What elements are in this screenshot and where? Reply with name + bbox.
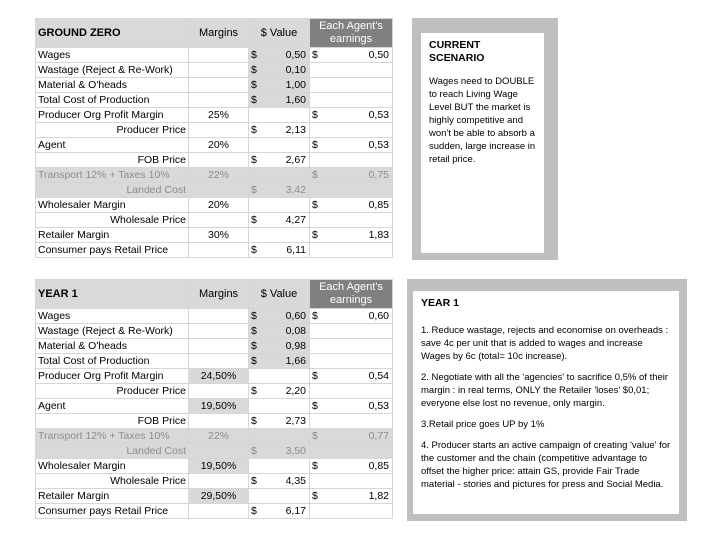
- table-row: [36, 93, 393, 108]
- year-1-table: [35, 279, 393, 519]
- table-row: [36, 168, 393, 183]
- value-cell: [249, 429, 310, 444]
- earnings-cell: [310, 183, 393, 198]
- currency-symbol: $: [251, 445, 257, 457]
- money-value: [251, 339, 307, 353]
- money-value: [312, 429, 390, 443]
- currency-symbol: $: [251, 49, 257, 61]
- money-value: [312, 198, 390, 212]
- value-cell: [249, 138, 310, 153]
- earnings-cell: [310, 369, 393, 384]
- amount: 0,50: [368, 49, 389, 61]
- value-cell: [249, 444, 310, 459]
- ground-zero-body: [36, 19, 393, 258]
- table-title: GROUND ZERO: [36, 19, 189, 48]
- currency-symbol: $: [312, 490, 318, 502]
- amount: 2,13: [285, 124, 306, 136]
- earnings-cell: [310, 63, 393, 78]
- value-cell: [249, 123, 310, 138]
- currency-symbol: $: [312, 460, 318, 472]
- money-value: [312, 309, 390, 323]
- margin-cell: [189, 309, 249, 324]
- amount: 2,67: [285, 154, 306, 166]
- currency-symbol: $: [251, 184, 257, 196]
- value-cell: [249, 384, 310, 399]
- row-label: Material & O'heads: [36, 339, 189, 354]
- money-value: [251, 474, 307, 488]
- value-cell: [249, 198, 310, 213]
- earnings-cell: [310, 138, 393, 153]
- amount: 1,60: [285, 94, 306, 106]
- money-value: [251, 153, 307, 167]
- table-row: [36, 153, 393, 168]
- row-label: Wages: [36, 309, 189, 324]
- table-row: [36, 429, 393, 444]
- table-row: [36, 213, 393, 228]
- earnings-header: Each Agent's earnings: [310, 280, 393, 309]
- earnings-cell: [310, 429, 393, 444]
- amount: 0,75: [368, 169, 389, 181]
- earnings-cell: [310, 474, 393, 489]
- earnings-cell: [310, 384, 393, 399]
- money-value: [251, 354, 307, 368]
- money-value: [312, 108, 390, 122]
- earnings-cell: [310, 48, 393, 63]
- currency-symbol: $: [312, 169, 318, 181]
- earnings-cell: [310, 228, 393, 243]
- currency-symbol: $: [312, 109, 318, 121]
- currency-symbol: $: [251, 340, 257, 352]
- earnings-cell: [310, 198, 393, 213]
- value-cell: [249, 459, 310, 474]
- amount: 6,11: [286, 244, 306, 256]
- value-cell: [249, 339, 310, 354]
- margin-cell: [189, 444, 249, 459]
- table-row: [36, 369, 393, 384]
- amount: 0,60: [368, 310, 389, 322]
- row-label: Wages: [36, 48, 189, 63]
- margin-cell: [189, 93, 249, 108]
- margin-cell: 19,50%: [189, 399, 249, 414]
- row-label: Wholesaler Margin: [36, 198, 189, 213]
- amount: 0,60: [285, 310, 306, 322]
- row-label: Total Cost of Production: [36, 93, 189, 108]
- row-label: Producer Org Profit Margin: [36, 369, 189, 384]
- margin-cell: [189, 474, 249, 489]
- year-1-notes-title: YEAR 1: [421, 297, 459, 309]
- table-row: [36, 474, 393, 489]
- money-value: [251, 384, 307, 398]
- margin-cell: [189, 384, 249, 399]
- amount: 0,50: [285, 49, 306, 61]
- money-value: [312, 399, 390, 413]
- table-row: [36, 489, 393, 504]
- value-cell: [249, 108, 310, 123]
- ground-zero-header: [36, 19, 393, 48]
- table-row: [36, 63, 393, 78]
- earnings-cell: [310, 324, 393, 339]
- row-label: Landed Cost: [36, 183, 189, 198]
- amount: 6,17: [285, 505, 306, 517]
- money-value: [251, 504, 307, 518]
- row-label: Retailer Margin: [36, 489, 189, 504]
- row-label: Material & O'heads: [36, 78, 189, 93]
- value-header: $ Value: [249, 19, 310, 48]
- margin-cell: 19,50%: [189, 459, 249, 474]
- note-point-2: 2. Negotiate with all the 'agencies' to sacrifice 0,5% of their margin : in real terms, ONLY the Retailer 'loses' $0,01; everyone else lost no revenue, only margin.: [421, 372, 669, 409]
- amount: 1,66: [285, 355, 306, 367]
- money-value: [251, 183, 307, 197]
- margin-cell: [189, 183, 249, 198]
- margin-cell: [189, 339, 249, 354]
- value-cell: [249, 504, 310, 519]
- earnings-cell: [310, 459, 393, 474]
- value-cell: [249, 78, 310, 93]
- row-label: Wholesale Price: [36, 213, 189, 228]
- amount: 0,53: [368, 109, 389, 121]
- table-row: [36, 354, 393, 369]
- margin-cell: 20%: [189, 138, 249, 153]
- money-value: [312, 489, 390, 503]
- margin-cell: [189, 414, 249, 429]
- row-label: Transport 12% + Taxes 10%: [36, 168, 189, 183]
- money-value: [251, 63, 307, 77]
- year-1-header: [36, 280, 393, 309]
- note-point-1: 1. Reduce wastage, rejects and economise on overheads : save 4c per unit that is added to wages and increase Wages by 6c (total= 10c increase).: [421, 325, 669, 362]
- margin-cell: [189, 153, 249, 168]
- row-label: Retailer Margin: [36, 228, 189, 243]
- amount: 0,10: [285, 64, 306, 76]
- earnings-cell: [310, 489, 393, 504]
- note-point-4: 4. Producer starts an active campaign of creating 'value' for the customer and the chain (competitive advantage to offset the higher price: attain GS, provide Fair Trade material - stories and pictures for press and Social Media.: [421, 440, 671, 490]
- currency-symbol: $: [251, 475, 257, 487]
- earnings-cell: [310, 414, 393, 429]
- currency-symbol: $: [251, 64, 257, 76]
- current-scenario-box: [420, 32, 545, 254]
- margins-header: Margins: [189, 280, 249, 309]
- money-value: [251, 324, 307, 338]
- earnings-cell: [310, 123, 393, 138]
- value-cell: [249, 354, 310, 369]
- value-cell: [249, 309, 310, 324]
- table-row: [36, 459, 393, 474]
- margin-cell: 22%: [189, 168, 249, 183]
- margin-cell: 25%: [189, 108, 249, 123]
- value-cell: [249, 63, 310, 78]
- value-cell: [249, 369, 310, 384]
- amount: 4,27: [285, 214, 306, 226]
- currency-symbol: $: [251, 94, 257, 106]
- table-row: [36, 399, 393, 414]
- value-cell: [249, 153, 310, 168]
- amount: 0,98: [285, 340, 306, 352]
- table-title: YEAR 1: [36, 280, 189, 309]
- currency-symbol: $: [312, 400, 318, 412]
- earnings-cell: [310, 93, 393, 108]
- row-label: Consumer pays Retail Price: [36, 504, 189, 519]
- table-row: [36, 504, 393, 519]
- value-cell: [249, 474, 310, 489]
- currency-symbol: $: [251, 385, 257, 397]
- ground-zero-table: [35, 18, 393, 258]
- currency-symbol: $: [251, 310, 257, 322]
- money-value: [312, 459, 390, 473]
- table-row: [36, 414, 393, 429]
- currency-symbol: $: [251, 415, 257, 427]
- value-cell: [249, 399, 310, 414]
- money-value: [312, 48, 390, 62]
- money-value: [251, 48, 307, 62]
- year-1-notes-box: [412, 290, 680, 515]
- money-value: [251, 93, 307, 107]
- value-cell: [249, 93, 310, 108]
- value-cell: [249, 183, 310, 198]
- margin-cell: 29,50%: [189, 489, 249, 504]
- amount: 0,85: [368, 199, 389, 211]
- currency-symbol: $: [312, 370, 318, 382]
- earnings-cell: [310, 78, 393, 93]
- table-row: [36, 138, 393, 153]
- currency-symbol: $: [251, 154, 257, 166]
- money-value: [312, 228, 390, 242]
- amount: 3,42: [285, 184, 306, 196]
- currency-symbol: $: [251, 355, 257, 367]
- margin-cell: [189, 243, 249, 258]
- money-value: [312, 138, 390, 152]
- row-label: FOB Price: [36, 153, 189, 168]
- amount: 3,50: [285, 445, 306, 457]
- row-label: Wastage (Reject & Re-Work): [36, 324, 189, 339]
- currency-symbol: $: [312, 310, 318, 322]
- money-value: [251, 309, 307, 323]
- table-row: [36, 309, 393, 324]
- earnings-cell: [310, 168, 393, 183]
- money-value: [251, 444, 307, 458]
- row-label: Landed Cost: [36, 444, 189, 459]
- table-row: [36, 48, 393, 63]
- table-row: [36, 108, 393, 123]
- value-cell: [249, 213, 310, 228]
- value-cell: [249, 489, 310, 504]
- amount: 0,77: [368, 430, 389, 442]
- margin-cell: [189, 48, 249, 63]
- earnings-cell: [310, 444, 393, 459]
- year-1-body: [36, 280, 393, 519]
- currency-symbol: $: [312, 49, 318, 61]
- margin-cell: 20%: [189, 198, 249, 213]
- table-row: [36, 228, 393, 243]
- margin-cell: 22%: [189, 429, 249, 444]
- amount: 4,35: [285, 475, 306, 487]
- value-cell: [249, 414, 310, 429]
- value-cell: [249, 228, 310, 243]
- margin-cell: [189, 213, 249, 228]
- margin-cell: [189, 123, 249, 138]
- earnings-cell: [310, 339, 393, 354]
- money-value: [251, 78, 307, 92]
- margin-cell: [189, 63, 249, 78]
- amount: 0,53: [368, 400, 389, 412]
- earnings-cell: [310, 153, 393, 168]
- row-label: Wholesaler Margin: [36, 459, 189, 474]
- table-row: [36, 183, 393, 198]
- margin-cell: [189, 78, 249, 93]
- money-value: [251, 213, 307, 227]
- earnings-cell: [310, 309, 393, 324]
- row-label: Wholesale Price: [36, 474, 189, 489]
- earnings-header: Each Agent's earnings: [310, 19, 393, 48]
- value-cell: [249, 324, 310, 339]
- amount: 0,54: [368, 370, 389, 382]
- value-header: $ Value: [249, 280, 310, 309]
- money-value: [251, 243, 307, 257]
- currency-symbol: $: [251, 505, 257, 517]
- money-value: [312, 168, 390, 182]
- margin-cell: 24,50%: [189, 369, 249, 384]
- currency-symbol: $: [312, 199, 318, 211]
- earnings-cell: [310, 399, 393, 414]
- currency-symbol: $: [312, 229, 318, 241]
- money-value: [312, 369, 390, 383]
- amount: 1,82: [368, 490, 389, 502]
- currency-symbol: $: [312, 139, 318, 151]
- table-row: [36, 324, 393, 339]
- margin-cell: 30%: [189, 228, 249, 243]
- row-label: Total Cost of Production: [36, 354, 189, 369]
- value-cell: [249, 243, 310, 258]
- table-row: [36, 444, 393, 459]
- current-scenario-title: CURRENT SCENARIO: [429, 39, 485, 64]
- earnings-cell: [310, 504, 393, 519]
- currency-symbol: $: [251, 325, 257, 337]
- margins-header: Margins: [189, 19, 249, 48]
- currency-symbol: $: [251, 244, 257, 256]
- table-row: [36, 339, 393, 354]
- currency-symbol: $: [251, 124, 257, 136]
- margin-cell: [189, 324, 249, 339]
- amount: 1,00: [285, 79, 306, 91]
- currency-symbol: $: [312, 430, 318, 442]
- row-label: Agent: [36, 399, 189, 414]
- money-value: [251, 414, 307, 428]
- table-row: [36, 123, 393, 138]
- row-label: Producer Org Profit Margin: [36, 108, 189, 123]
- value-cell: [249, 48, 310, 63]
- row-label: Agent: [36, 138, 189, 153]
- table-row: [36, 78, 393, 93]
- amount: 0,85: [368, 460, 389, 472]
- amount: 0,53: [368, 139, 389, 151]
- earnings-cell: [310, 108, 393, 123]
- value-cell: [249, 168, 310, 183]
- note-point-3: 3.Retail price goes UP by 1%: [421, 419, 545, 430]
- currency-symbol: $: [251, 79, 257, 91]
- currency-symbol: $: [251, 214, 257, 226]
- money-value: [251, 123, 307, 137]
- current-scenario-text: Wages need to DOUBLE to reach Living Wage Level BUT the market is highly competitive and won't be able to absorb a sudden, large increase in retail price.: [429, 76, 536, 165]
- row-label: Consumer pays Retail Price: [36, 243, 189, 258]
- amount: 1,83: [368, 229, 389, 241]
- table-row: [36, 243, 393, 258]
- table-row: [36, 384, 393, 399]
- earnings-cell: [310, 243, 393, 258]
- row-label: Wastage (Reject & Re-Work): [36, 63, 189, 78]
- row-label: Producer Price: [36, 123, 189, 138]
- earnings-cell: [310, 354, 393, 369]
- row-label: Producer Price: [36, 384, 189, 399]
- amount: 0,08: [285, 325, 306, 337]
- amount: 2,20: [285, 385, 306, 397]
- table-row: [36, 198, 393, 213]
- margin-cell: [189, 504, 249, 519]
- row-label: FOB Price: [36, 414, 189, 429]
- row-label: Transport 12% + Taxes 10%: [36, 429, 189, 444]
- earnings-cell: [310, 213, 393, 228]
- amount: 2,73: [285, 415, 306, 427]
- margin-cell: [189, 354, 249, 369]
